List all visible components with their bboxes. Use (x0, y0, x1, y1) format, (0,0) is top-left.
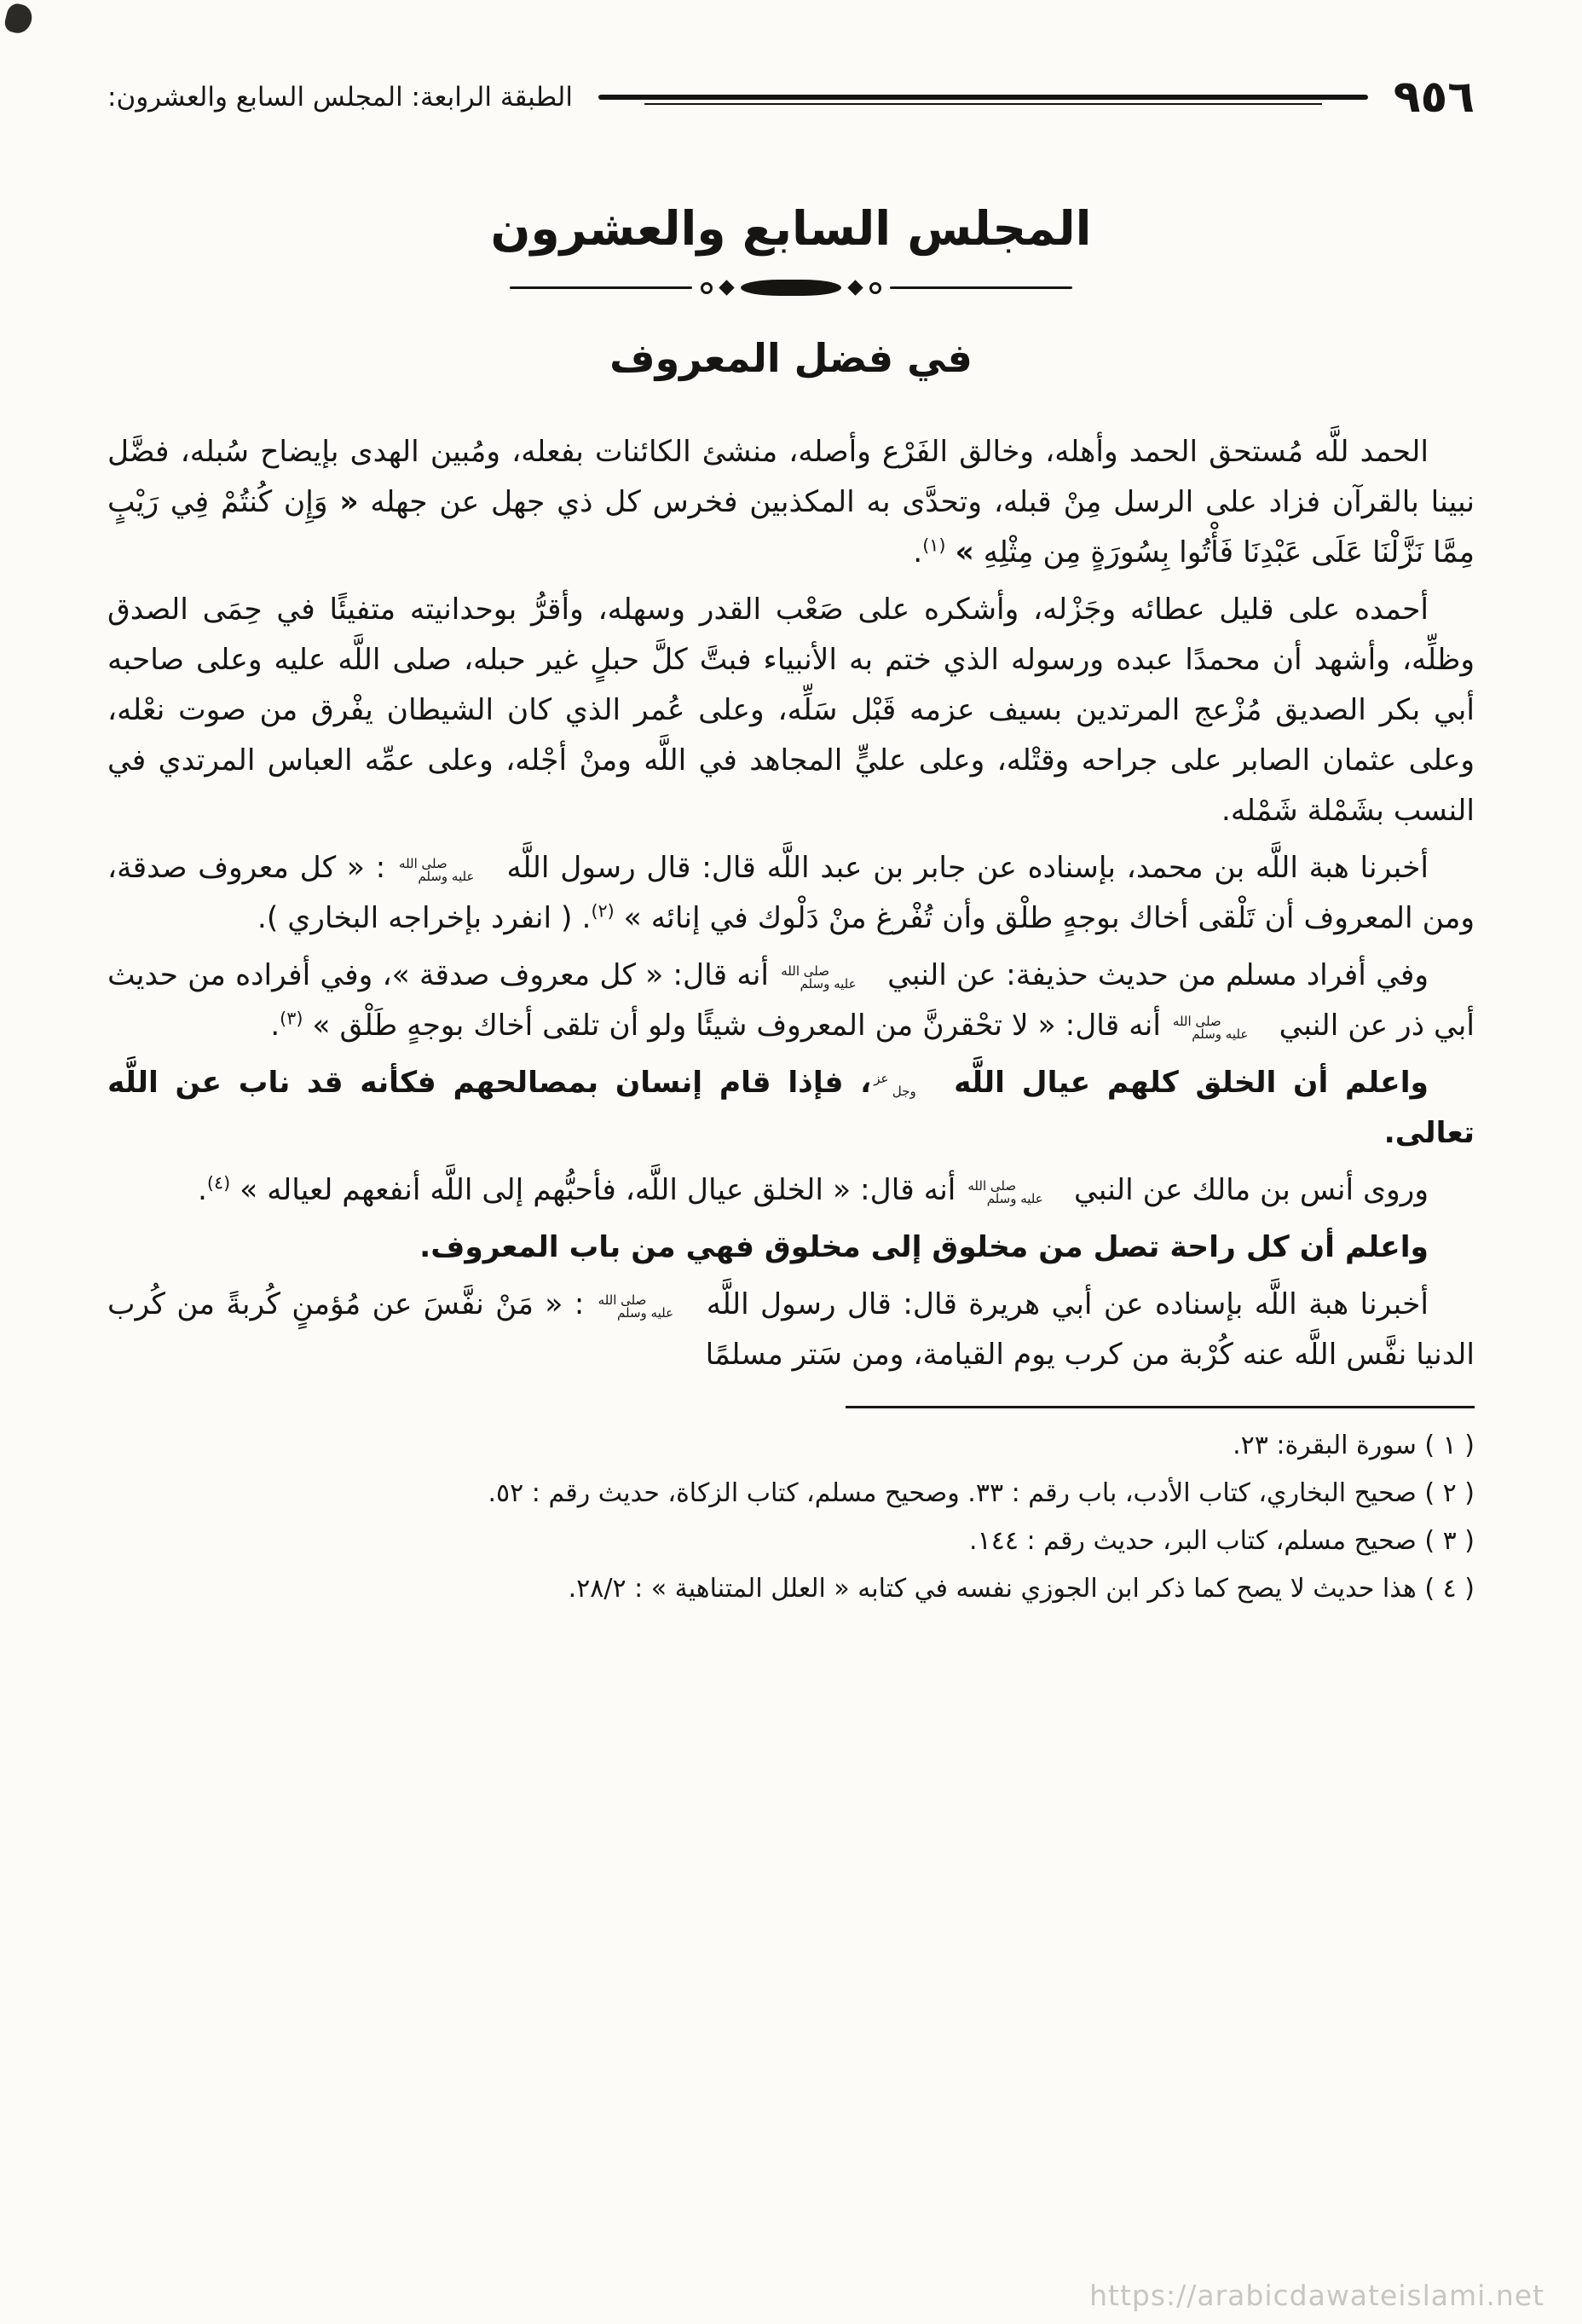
section-title: في فضل المعروف (609, 335, 973, 381)
ornament-line (510, 286, 692, 289)
chapter-title: المجلس السابع والعشرون (490, 201, 1092, 256)
pbuh-symbol: صلى الله عليه وسلم (399, 856, 475, 884)
body-text (107, 427, 1475, 1380)
paragraph: الحمد للَّه مُستحق الحمد وأهله، وخالق الفَرْع وأصله، منشئ الكائنات بفعله، ومُبين الهدى بإيضاح سُبله، فضَّل نبينا بالقرآن فزاد على الرسل مِنْ قبله، وتحدَّى به المكذبين فخرس كل ذي جهل عن جهله « وَإِن كُنتُمْ فِي رَيْبٍ مِمَّا نَزَّلْنَا عَلَى عَبْدِنَا فَأْتُوا بِسُورَةٍ مِن مِثْلِهِ » $^{(١)}$. (107, 435, 1475, 569)
ornament-line (890, 286, 1072, 289)
paragraph: أخبرنا هبة اللَّه بن محمد، بإسناده عن جابر بن عبد اللَّه قال: قال رسول اللَّه صلى الله عليه وسلم : « كل معروف صدقة، ومن المعروف أن تَلْقى أخاك بوجهٍ طلْق وأن تُفْرغ منْ دَلْوك في إنائه » $^{(٢)}$. ( انفرد بإخراجه البخاري ). (107, 851, 1475, 935)
watermark-url: https://arabicdawateislami.net (1089, 2279, 1544, 2312)
paragraph: أخبرنا هبة اللَّه بإسناده عن أبي هريرة قال: قال رسول اللَّه صلى الله عليه وسلم : « مَنْ نفَّسَ عن مُؤمنٍ كُربةً من كُرب الدنيا نفَّس اللَّه عنه كُرْبة من كرب يوم القيامة، ومن سَتر مسلمًا (107, 1287, 1475, 1372)
paragraph: واعلم أن الخلق كلهم عيال اللَّه عز وجل، فإذا قام إنسان بمصالحهم فكأنه قد ناب عن اللَّه تعالى. (107, 1066, 1475, 1150)
footnote-marker: (٤) (206, 1172, 231, 1194)
quran-bracket-close: » (955, 535, 974, 569)
header-rule (598, 95, 1368, 100)
ornamental-divider (510, 280, 1072, 296)
ornament-dot (869, 282, 881, 294)
scan-artifact (3, 2, 34, 36)
footnote: ( ٣ ) صحيح مسلم، كتاب البر، حديث رقم : ١٤٤. (969, 1526, 1475, 1556)
footnote-marker: (٢) (591, 900, 615, 922)
ornament-dot (701, 282, 713, 294)
paragraph: وروى أنس بن مالك عن النبي صلى الله عليه وسلم أنه قال: « الخلق عيال اللَّه، فأحبُّهم إلى اللَّه أنفعهم لعياله » $^{(٤)}$. (197, 1172, 1429, 1207)
quran-bracket-open: « (339, 485, 359, 519)
paragraph: واعلم أن كل راحة تصل من مخلوق إلى مخلوق فهي من باب المعروف. (419, 1230, 1429, 1264)
footnote: ( ١ ) سورة البقرة: ٢٣. (1233, 1431, 1475, 1460)
azzawajal-symbol: عز وجل (874, 1071, 916, 1099)
footnotes-section (107, 1406, 1475, 1613)
footnote: ( ٤ ) هذا حديث لا يصح كما ذكر ابن الجوزي نفسه في كتابه « العلل المتناهية » : ٢٨/٢. (568, 1574, 1475, 1604)
pbuh-symbol: صلى الله عليه وسلم (1172, 1014, 1249, 1042)
pbuh-symbol: صلى الله عليه وسلم (598, 1292, 674, 1321)
ornament-center (741, 280, 841, 296)
footnote: ( ٢ ) صحيح البخاري، كتاب الأدب، باب رقم : ٣٣. وصحيح مسلم، كتاب الزكاة، حديث رقم : ٥٢. (488, 1478, 1475, 1508)
page-number: ٩٥٦ (1393, 72, 1475, 123)
page-header (107, 72, 1475, 123)
footnote-marker: (٣) (280, 1008, 303, 1029)
ornament-diamond (847, 280, 863, 295)
footnote-marker: (١) (922, 535, 946, 556)
ornament-diamond (719, 280, 734, 295)
footnote-separator (846, 1406, 1475, 1408)
paragraph: وفي أفراد مسلم من حديث حذيفة: عن النبي صلى الله عليه وسلم أنه قال: « كل معروف صدقة »، وفي أفراده من حديث أبي ذر عن النبي صلى الله عليه وسلم أنه قال: « لا تحْقرنَّ من المعروف شيئًا ولو أن تلقى أخاك بوجهٍ طَلْق » $^{(٣)}$. (107, 958, 1475, 1043)
pbuh-symbol: صلى الله عليه وسلم (781, 963, 857, 991)
pbuh-symbol: صلى الله عليه وسلم (967, 1178, 1043, 1206)
paragraph: أحمده على قليل عطائه وجَزْله، وأشكره على صَعْب القدر وسهله، وأقرُّ بوحدانيته متفيئًا في حِمَى الصدق وظلِّه، وأشهد أن محمدًا عبده ورسوله الذي ختم به الأنبياء فبتَّ كلَّ حبلٍ غير حبله، صلى اللَّه عليه وعلى صاحبه أبي بكر الصديق مُزْعج المرتدين بسيف عزمه قَبْل سَلِّه، وعلى عُمر الذي كان الشيطان يفْرق من صوت نعْله، وعلى عثمان الصابر على جراحه وقتْله، وعلى عليٍّ المجاهد في اللَّه ومنْ أجْله، وعلى عمِّه العباس المرتدي في النسب بشَمْلة شَمْله. (107, 593, 1475, 828)
running-title: الطبقة الرابعة: المجلس السابع والعشرون: (107, 82, 573, 113)
